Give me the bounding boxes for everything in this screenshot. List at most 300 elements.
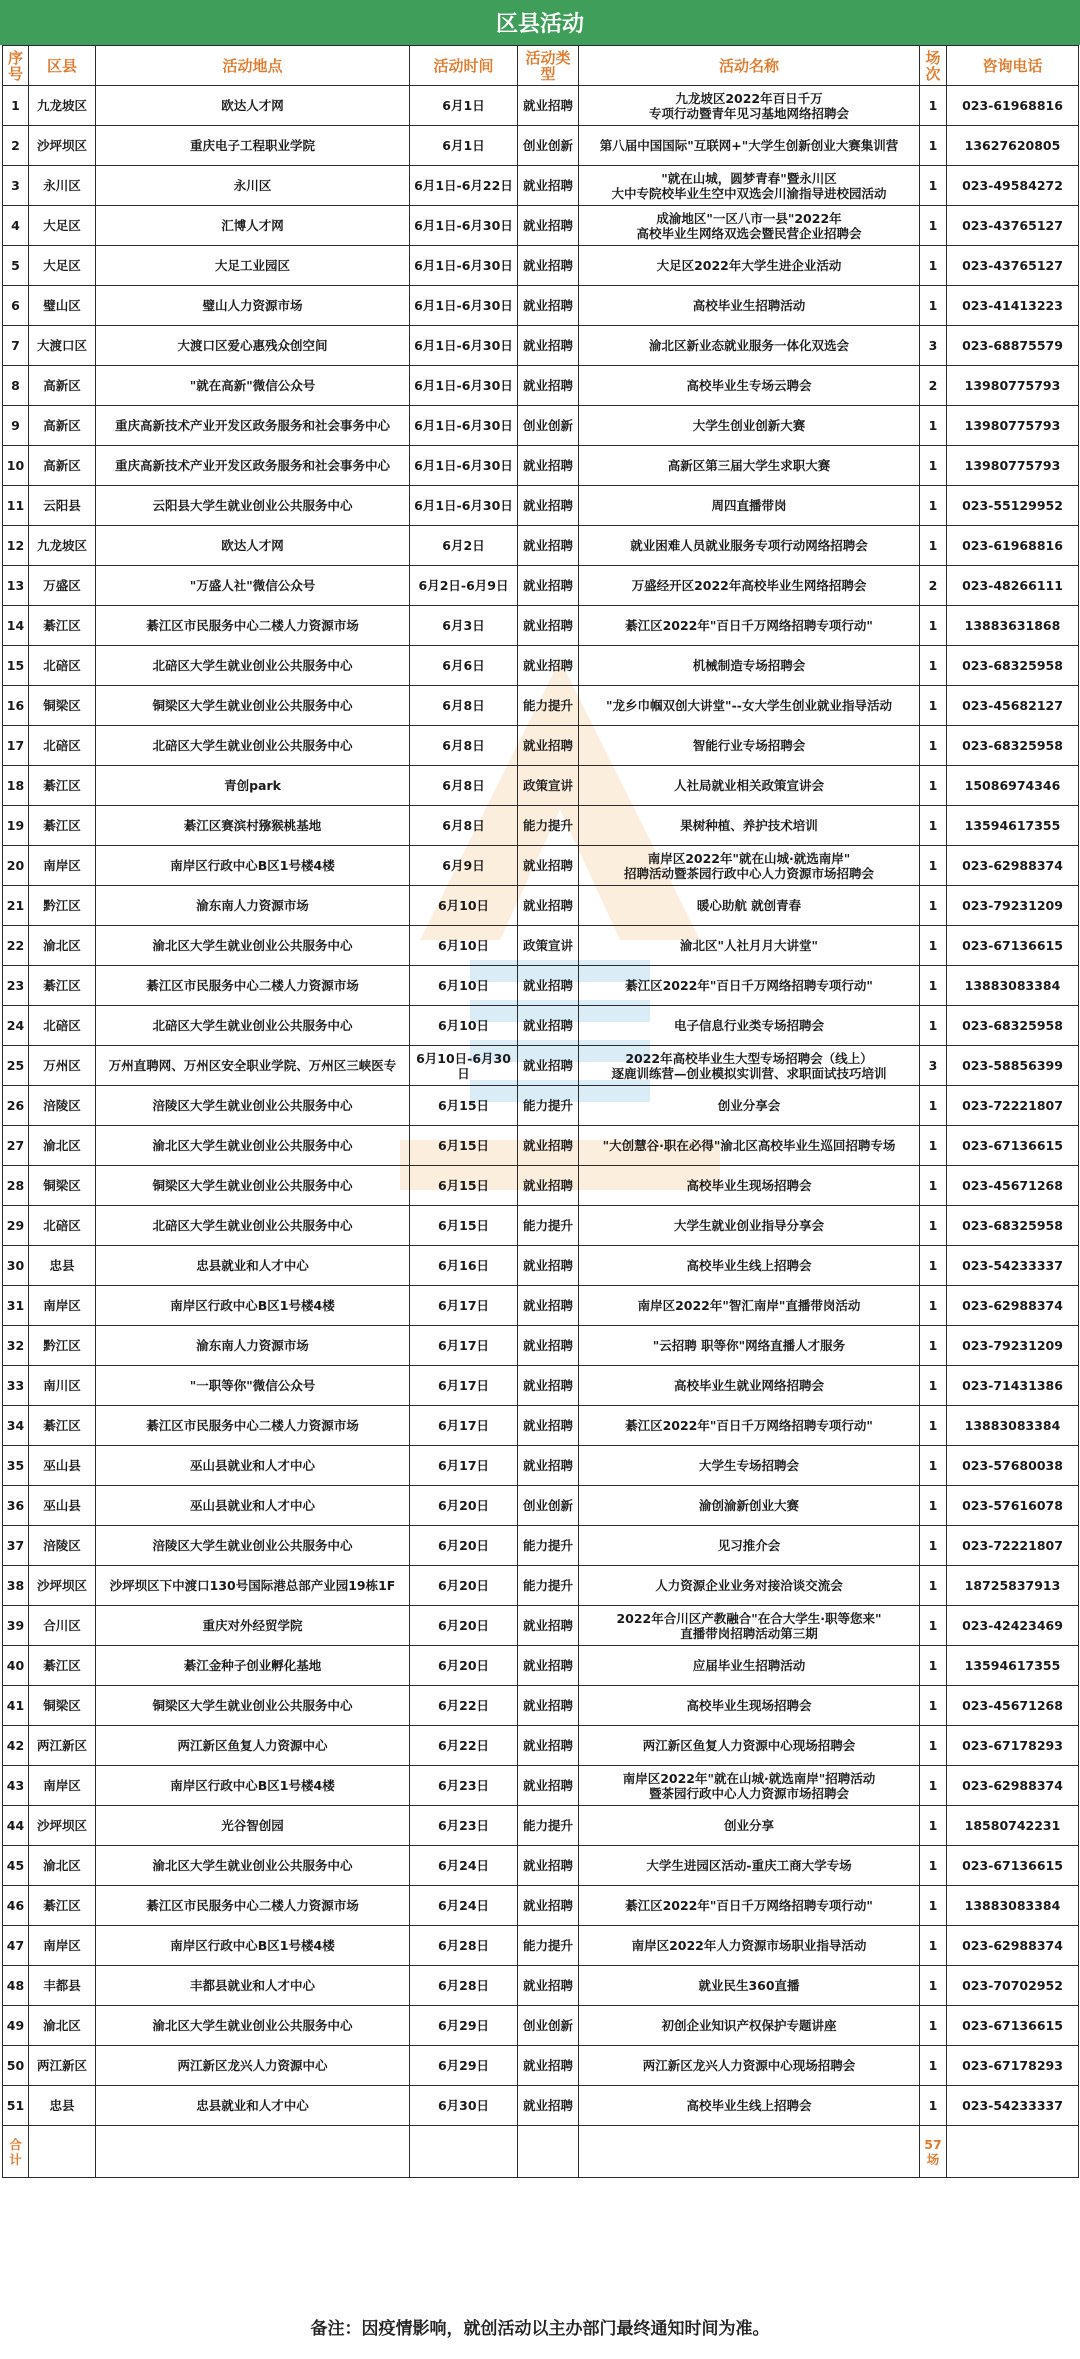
- cell-district: 綦江区: [29, 1406, 96, 1446]
- cell-name: 綦江区2022年"百日千万网络招聘专项行动": [579, 1406, 920, 1446]
- cell-location: 重庆对外经贸学院: [96, 1606, 410, 1646]
- cell-type: 就业招聘: [518, 886, 579, 926]
- cell-location: 綦江区市民服务中心二楼人力资源市场: [96, 606, 410, 646]
- cell-type: 就业招聘: [518, 646, 579, 686]
- cell-district: 巫山县: [29, 1446, 96, 1486]
- header-location: 活动地点: [96, 46, 410, 86]
- cell-time: 6月22日: [410, 1726, 518, 1766]
- table-row: [3, 1166, 1079, 1206]
- cell-location: 北碚区大学生就业创业公共服务中心: [96, 646, 410, 686]
- cell-no: 3: [3, 166, 29, 206]
- cell-time: 6月8日: [410, 726, 518, 766]
- cell-time: 6月3日: [410, 606, 518, 646]
- cell-district: 黔江区: [29, 886, 96, 926]
- cell-type: 就业招聘: [518, 846, 579, 886]
- cell-time: 6月17日: [410, 1286, 518, 1326]
- cell-no: 5: [3, 246, 29, 286]
- cell-name: 高校毕业生专场云聘会: [579, 366, 920, 406]
- cell-district: 大渡口区: [29, 326, 96, 366]
- cell-count: 1: [920, 1806, 947, 1846]
- cell-name: 机械制造专场招聘会: [579, 646, 920, 686]
- header-type: 活动类型: [518, 46, 579, 86]
- table-row: [3, 1006, 1079, 1046]
- cell-district: 綦江区: [29, 1886, 96, 1926]
- cell-location: 铜梁区大学生就业创业公共服务中心: [96, 686, 410, 726]
- cell-phone: 023-57616078: [947, 1486, 1079, 1526]
- cell-district: 云阳县: [29, 486, 96, 526]
- cell-location: 大渡口区爱心惠残众创空间: [96, 326, 410, 366]
- cell-count: 2: [920, 366, 947, 406]
- cell-count: 1: [920, 2006, 947, 2046]
- header-district: 区县: [29, 46, 96, 86]
- cell-name: 创业分享: [579, 1806, 920, 1846]
- table-row: [3, 1446, 1079, 1486]
- cell-phone: 023-67136615: [947, 1846, 1079, 1886]
- cell-name: 高校毕业生招聘活动: [579, 286, 920, 326]
- total-row: [3, 2126, 1079, 2178]
- cell-phone: 18725837913: [947, 1566, 1079, 1606]
- cell-count: 1: [920, 1086, 947, 1126]
- cell-name: 高校毕业生线上招聘会: [579, 1246, 920, 1286]
- header-name: 活动名称: [579, 46, 920, 86]
- cell-no: 11: [3, 486, 29, 526]
- cell-count: 1: [920, 1446, 947, 1486]
- cell-type: 就业招聘: [518, 966, 579, 1006]
- cell-no: 10: [3, 446, 29, 486]
- cell-location: 丰都县就业和人才中心: [96, 1966, 410, 2006]
- cell-phone: 023-62988374: [947, 1766, 1079, 1806]
- cell-time: 6月28日: [410, 1926, 518, 1966]
- cell-district: 大足区: [29, 206, 96, 246]
- cell-no: 44: [3, 1806, 29, 1846]
- cell-phone: 023-45671268: [947, 1686, 1079, 1726]
- cell-type: 就业招聘: [518, 1166, 579, 1206]
- cell-no: 1: [3, 86, 29, 126]
- cell-count: 1: [920, 526, 947, 566]
- cell-type: 能力提升: [518, 686, 579, 726]
- cell-phone: 023-45682127: [947, 686, 1079, 726]
- cell-phone: 13980775793: [947, 446, 1079, 486]
- cell-time: 6月10日-6月30日: [410, 1046, 518, 1086]
- cell-time: 6月17日: [410, 1326, 518, 1366]
- cell-district: 铜梁区: [29, 686, 96, 726]
- cell-phone: 023-67178293: [947, 1726, 1079, 1766]
- cell-district: 沙坪坝区: [29, 1806, 96, 1846]
- cell-no: 14: [3, 606, 29, 646]
- cell-district: 九龙坡区: [29, 86, 96, 126]
- empty-cell: [410, 2126, 518, 2178]
- cell-no: 21: [3, 886, 29, 926]
- cell-phone: 023-54233337: [947, 2086, 1079, 2126]
- table-row: [3, 1886, 1079, 1926]
- cell-name: 智能行业专场招聘会: [579, 726, 920, 766]
- cell-type: 就业招聘: [518, 1446, 579, 1486]
- cell-count: 1: [920, 1886, 947, 1926]
- cell-time: 6月9日: [410, 846, 518, 886]
- cell-count: 1: [920, 2046, 947, 2086]
- cell-time: 6月1日: [410, 86, 518, 126]
- page-title: 区县活动: [0, 0, 1080, 45]
- cell-time: 6月17日: [410, 1366, 518, 1406]
- cell-count: 1: [920, 1166, 947, 1206]
- cell-time: 6月30日: [410, 2086, 518, 2126]
- cell-name: 两江新区龙兴人力资源中心现场招聘会: [579, 2046, 920, 2086]
- cell-district: 南岸区: [29, 1286, 96, 1326]
- cell-district: 渝北区: [29, 926, 96, 966]
- cell-name: 第八届中国国际"互联网+"大学生创新创业大赛集训营: [579, 126, 920, 166]
- table-row: [3, 2086, 1079, 2126]
- cell-no: 4: [3, 206, 29, 246]
- table-row: [3, 1286, 1079, 1326]
- cell-district: 綦江区: [29, 966, 96, 1006]
- cell-district: 北碚区: [29, 646, 96, 686]
- cell-time: 6月15日: [410, 1166, 518, 1206]
- cell-name: 南岸区2022年"智汇南岸"直播带岗活动: [579, 1286, 920, 1326]
- table-row: [3, 726, 1079, 766]
- total-count: 57场: [920, 2126, 947, 2178]
- cell-phone: 023-67136615: [947, 1126, 1079, 1166]
- cell-count: 1: [920, 1286, 947, 1326]
- cell-phone: 023-68325958: [947, 1006, 1079, 1046]
- cell-phone: 023-72221807: [947, 1526, 1079, 1566]
- cell-type: 就业招聘: [518, 2086, 579, 2126]
- cell-type: 能力提升: [518, 1086, 579, 1126]
- cell-location: 忠县就业和人才中心: [96, 1246, 410, 1286]
- cell-type: 能力提升: [518, 1806, 579, 1846]
- cell-no: 50: [3, 2046, 29, 2086]
- cell-name: 人社局就业相关政策宣讲会: [579, 766, 920, 806]
- table-row: [3, 926, 1079, 966]
- cell-count: 1: [920, 1606, 947, 1646]
- cell-district: 高新区: [29, 446, 96, 486]
- cell-name: 电子信息行业类专场招聘会: [579, 1006, 920, 1046]
- cell-no: 39: [3, 1606, 29, 1646]
- cell-location: 光谷智创园: [96, 1806, 410, 1846]
- cell-phone: 023-48266111: [947, 566, 1079, 606]
- cell-district: 丰都县: [29, 1966, 96, 2006]
- cell-count: 1: [920, 1646, 947, 1686]
- cell-count: 1: [920, 966, 947, 1006]
- empty-cell: [947, 2126, 1079, 2178]
- total-label: 合计: [3, 2126, 29, 2178]
- cell-district: 涪陵区: [29, 1086, 96, 1126]
- cell-phone: 023-43765127: [947, 246, 1079, 286]
- cell-time: 6月20日: [410, 1566, 518, 1606]
- cell-no: 38: [3, 1566, 29, 1606]
- cell-time: 6月15日: [410, 1206, 518, 1246]
- cell-district: 璧山区: [29, 286, 96, 326]
- cell-district: 北碚区: [29, 1206, 96, 1246]
- table-row: [3, 1766, 1079, 1806]
- cell-count: 1: [920, 606, 947, 646]
- cell-location: 南岸区行政中心B区1号楼4楼: [96, 1766, 410, 1806]
- cell-name: 大学生创业创新大赛: [579, 406, 920, 446]
- cell-type: 就业招聘: [518, 206, 579, 246]
- cell-name: "龙乡巾帼双创大讲堂"--女大学生创业就业指导活动: [579, 686, 920, 726]
- cell-name: 九龙坡区2022年百日千万 专项行动暨青年见习基地网络招聘会: [579, 86, 920, 126]
- cell-no: 43: [3, 1766, 29, 1806]
- cell-name: 南岸区2022年"就在山城·就选南岸" 招聘活动暨茶园行政中心人力资源市场招聘会: [579, 846, 920, 886]
- table-row: [3, 646, 1079, 686]
- cell-location: 大足工业园区: [96, 246, 410, 286]
- cell-name: 大学生就业创业指导分享会: [579, 1206, 920, 1246]
- cell-count: 1: [920, 1246, 947, 1286]
- table-row: [3, 126, 1079, 166]
- cell-district: 合川区: [29, 1606, 96, 1646]
- table-row: [3, 1086, 1079, 1126]
- cell-no: 19: [3, 806, 29, 846]
- cell-location: 綦江区市民服务中心二楼人力资源市场: [96, 1886, 410, 1926]
- table-row: [3, 1126, 1079, 1166]
- cell-type: 就业招聘: [518, 1606, 579, 1646]
- cell-name: 大学生进园区活动-重庆工商大学专场: [579, 1846, 920, 1886]
- header-no: 序号: [3, 46, 29, 86]
- cell-location: 渝东南人力资源市场: [96, 886, 410, 926]
- cell-location: 南岸区行政中心B区1号楼4楼: [96, 1286, 410, 1326]
- cell-phone: 023-70702952: [947, 1966, 1079, 2006]
- cell-no: 20: [3, 846, 29, 886]
- cell-location: 渝北区大学生就业创业公共服务中心: [96, 1126, 410, 1166]
- cell-time: 6月15日: [410, 1126, 518, 1166]
- table-row: [3, 806, 1079, 846]
- cell-time: 6月17日: [410, 1446, 518, 1486]
- cell-phone: 023-41413223: [947, 286, 1079, 326]
- cell-name: 高校毕业生就业网络招聘会: [579, 1366, 920, 1406]
- cell-type: 就业招聘: [518, 86, 579, 126]
- cell-no: 22: [3, 926, 29, 966]
- cell-district: 南岸区: [29, 1926, 96, 1966]
- cell-location: 铜梁区大学生就业创业公共服务中心: [96, 1686, 410, 1726]
- cell-type: 就业招聘: [518, 566, 579, 606]
- cell-phone: 13883631868: [947, 606, 1079, 646]
- cell-location: 重庆高新技术产业开发区政务服务和社会事务中心: [96, 446, 410, 486]
- cell-district: 沙坪坝区: [29, 1566, 96, 1606]
- cell-name: 应届毕业生招聘活动: [579, 1646, 920, 1686]
- cell-location: 南岸区行政中心B区1号楼4楼: [96, 1926, 410, 1966]
- table-row: [3, 686, 1079, 726]
- table-row: [3, 1966, 1079, 2006]
- table-row: [3, 1806, 1079, 1846]
- cell-count: 1: [920, 126, 947, 166]
- cell-count: 1: [920, 1006, 947, 1046]
- cell-phone: 023-58856399: [947, 1046, 1079, 1086]
- cell-no: 46: [3, 1886, 29, 1926]
- cell-count: 1: [920, 1206, 947, 1246]
- cell-location: 南岸区行政中心B区1号楼4楼: [96, 846, 410, 886]
- cell-no: 31: [3, 1286, 29, 1326]
- header-count: 场次: [920, 46, 947, 86]
- cell-name: 万盛经开区2022年高校毕业生网络招聘会: [579, 566, 920, 606]
- cell-count: 1: [920, 1766, 947, 1806]
- cell-no: 29: [3, 1206, 29, 1246]
- cell-name: 创业分享会: [579, 1086, 920, 1126]
- cell-time: 6月10日: [410, 966, 518, 1006]
- cell-time: 6月20日: [410, 1606, 518, 1646]
- cell-name: 成渝地区"一区八市一县"2022年 高校毕业生网络双选会暨民营企业招聘会: [579, 206, 920, 246]
- cell-location: 两江新区龙兴人力资源中心: [96, 2046, 410, 2086]
- cell-count: 1: [920, 1406, 947, 1446]
- cell-type: 就业招聘: [518, 486, 579, 526]
- cell-location: 万州直聘网、万州区安全职业学院、万州区三峡医专: [96, 1046, 410, 1086]
- cell-district: 渝北区: [29, 1846, 96, 1886]
- cell-name: 渝北区"人社月月大讲堂": [579, 926, 920, 966]
- cell-type: 能力提升: [518, 1566, 579, 1606]
- table-row: [3, 1046, 1079, 1086]
- table-row: [3, 1606, 1079, 1646]
- table-row: [3, 566, 1079, 606]
- cell-type: 就业招聘: [518, 446, 579, 486]
- cell-time: 6月22日: [410, 1686, 518, 1726]
- cell-location: 欧达人才网: [96, 526, 410, 566]
- cell-time: 6月1日-6月22日: [410, 166, 518, 206]
- table-row: [3, 206, 1079, 246]
- cell-type: 能力提升: [518, 1206, 579, 1246]
- table-row: [3, 1206, 1079, 1246]
- cell-count: 1: [920, 1846, 947, 1886]
- cell-type: 就业招聘: [518, 1246, 579, 1286]
- cell-type: 就业招聘: [518, 366, 579, 406]
- cell-type: 就业招聘: [518, 1406, 579, 1446]
- cell-location: 綦江区市民服务中心二楼人力资源市场: [96, 966, 410, 1006]
- cell-phone: 023-67178293: [947, 2046, 1079, 2086]
- table-row: [3, 1366, 1079, 1406]
- cell-type: 就业招聘: [518, 246, 579, 286]
- cell-phone: 13594617355: [947, 806, 1079, 846]
- cell-location: 涪陵区大学生就业创业公共服务中心: [96, 1526, 410, 1566]
- cell-phone: 13627620805: [947, 126, 1079, 166]
- cell-name: 就业困难人员就业服务专项行动网络招聘会: [579, 526, 920, 566]
- cell-type: 就业招聘: [518, 1886, 579, 1926]
- cell-district: 高新区: [29, 406, 96, 446]
- cell-time: 6月29日: [410, 2046, 518, 2086]
- cell-no: 49: [3, 2006, 29, 2046]
- cell-location: 渝北区大学生就业创业公共服务中心: [96, 926, 410, 966]
- cell-type: 能力提升: [518, 1926, 579, 1966]
- cell-location: 渝北区大学生就业创业公共服务中心: [96, 2006, 410, 2046]
- table-row: [3, 1646, 1079, 1686]
- cell-name: "就在山城，圆梦青春"暨永川区 大中专院校毕业生空中双选会川渝指导进校园活动: [579, 166, 920, 206]
- table-row: [3, 486, 1079, 526]
- cell-time: 6月2日-6月9日: [410, 566, 518, 606]
- cell-count: 1: [920, 1926, 947, 1966]
- cell-type: 创业创新: [518, 2006, 579, 2046]
- cell-name: 高新区第三届大学生求职大赛: [579, 446, 920, 486]
- cell-phone: 023-62988374: [947, 1286, 1079, 1326]
- cell-time: 6月20日: [410, 1486, 518, 1526]
- cell-phone: 13980775793: [947, 406, 1079, 446]
- cell-type: 就业招聘: [518, 1006, 579, 1046]
- cell-location: 沙坪坝区下中渡口130号国际港总部产业园19栋1F: [96, 1566, 410, 1606]
- empty-cell: [96, 2126, 410, 2178]
- cell-count: 3: [920, 326, 947, 366]
- cell-count: 1: [920, 1486, 947, 1526]
- cell-phone: 023-62988374: [947, 1926, 1079, 1966]
- cell-location: 重庆电子工程职业学院: [96, 126, 410, 166]
- cell-no: 34: [3, 1406, 29, 1446]
- cell-no: 32: [3, 1326, 29, 1366]
- cell-district: 九龙坡区: [29, 526, 96, 566]
- cell-time: 6月1日-6月30日: [410, 406, 518, 446]
- cell-district: 大足区: [29, 246, 96, 286]
- cell-no: 6: [3, 286, 29, 326]
- cell-phone: 023-55129952: [947, 486, 1079, 526]
- cell-time: 6月1日-6月30日: [410, 486, 518, 526]
- table-row: [3, 446, 1079, 486]
- cell-type: 就业招聘: [518, 326, 579, 366]
- table-row: [3, 1846, 1079, 1886]
- cell-count: 1: [920, 766, 947, 806]
- cell-count: 1: [920, 806, 947, 846]
- cell-count: 3: [920, 1046, 947, 1086]
- cell-no: 35: [3, 1446, 29, 1486]
- cell-name: 2022年高校毕业生大型专场招聘会（线上） 逐鹿训练营—创业模拟实训营、求职面试技巧培训: [579, 1046, 920, 1086]
- cell-no: 26: [3, 1086, 29, 1126]
- cell-district: 铜梁区: [29, 1686, 96, 1726]
- cell-phone: 13883083384: [947, 1886, 1079, 1926]
- cell-count: 1: [920, 486, 947, 526]
- cell-district: 綦江区: [29, 1646, 96, 1686]
- cell-location: 巫山县就业和人才中心: [96, 1486, 410, 1526]
- cell-district: 永川区: [29, 166, 96, 206]
- table-row: [3, 1246, 1079, 1286]
- cell-location: 渝北区大学生就业创业公共服务中心: [96, 1846, 410, 1886]
- cell-location: 綦江区赛滨村猕猴桃基地: [96, 806, 410, 846]
- table-row: [3, 606, 1079, 646]
- cell-type: 就业招聘: [518, 1646, 579, 1686]
- cell-time: 6月15日: [410, 1086, 518, 1126]
- cell-name: 渝创渝新创业大赛: [579, 1486, 920, 1526]
- cell-count: 1: [920, 1726, 947, 1766]
- table-row: [3, 1686, 1079, 1726]
- cell-name: 高校毕业生现场招聘会: [579, 1686, 920, 1726]
- cell-count: 1: [920, 846, 947, 886]
- cell-time: 6月1日-6月30日: [410, 246, 518, 286]
- cell-location: "一职等你"微信公众号: [96, 1366, 410, 1406]
- cell-time: 6月20日: [410, 1526, 518, 1566]
- table-row: [3, 886, 1079, 926]
- cell-phone: 023-79231209: [947, 886, 1079, 926]
- cell-phone: 023-61968816: [947, 86, 1079, 126]
- cell-count: 1: [920, 1966, 947, 2006]
- cell-district: 两江新区: [29, 2046, 96, 2086]
- cell-time: 6月23日: [410, 1766, 518, 1806]
- cell-phone: 023-79231209: [947, 1326, 1079, 1366]
- cell-time: 6月28日: [410, 1966, 518, 2006]
- cell-no: 36: [3, 1486, 29, 1526]
- footnote: 备注：因疫情影响，就创活动以主办部门最终通知时间为准。: [310, 2319, 770, 2339]
- cell-district: 南岸区: [29, 1766, 96, 1806]
- cell-time: 6月29日: [410, 2006, 518, 2046]
- cell-no: 17: [3, 726, 29, 766]
- cell-district: 两江新区: [29, 1726, 96, 1766]
- cell-no: 41: [3, 1686, 29, 1726]
- cell-type: 就业招聘: [518, 1966, 579, 2006]
- cell-phone: 13594617355: [947, 1646, 1079, 1686]
- cell-type: 就业招聘: [518, 1126, 579, 1166]
- cell-name: 南岸区2022年人力资源市场职业指导活动: [579, 1926, 920, 1966]
- table-row: [3, 2046, 1079, 2086]
- cell-no: 18: [3, 766, 29, 806]
- cell-location: "就在高新"微信公众号: [96, 366, 410, 406]
- cell-time: 6月1日-6月30日: [410, 446, 518, 486]
- header-phone: 咨询电话: [947, 46, 1079, 86]
- cell-location: 涪陵区大学生就业创业公共服务中心: [96, 1086, 410, 1126]
- empty-cell: [579, 2126, 920, 2178]
- cell-time: 6月1日-6月30日: [410, 366, 518, 406]
- cell-phone: 023-68325958: [947, 726, 1079, 766]
- cell-phone: 023-68875579: [947, 326, 1079, 366]
- cell-location: 永川区: [96, 166, 410, 206]
